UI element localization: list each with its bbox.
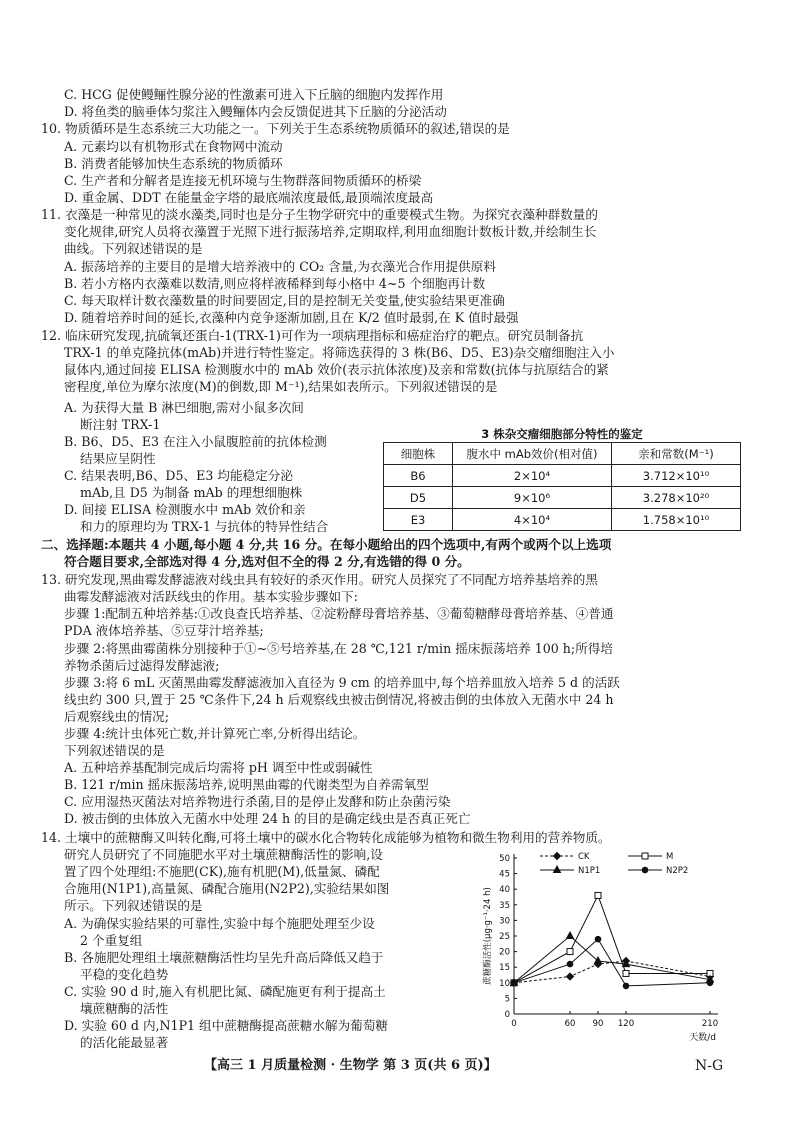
text-line: D. 将鱼类的脑垂体匀浆注入鳗鲡体内会反馈促进其下丘脑的分泌活动 xyxy=(64,104,447,119)
option: D. 实验 60 d 内,N1P1 组中蔗糖酶提高蔗糖水解为葡萄糖 xyxy=(64,1018,388,1033)
option: D. 重金属、DDT 在能量金字塔的最底端浓度最低,最顶端浓度最高 xyxy=(64,190,434,205)
option: B. 若小方格内衣藻难以数清,则应将样液稀释到每小格中 4~5 个细胞再计数 xyxy=(64,276,486,291)
table-cell: 1.758×10¹⁰ xyxy=(612,509,741,531)
question-12: 12. 临床研究发现,抗硫氧还蛋白-1(TRX-1)可作为一项病理指标和癌症治疗的靶点。研究员制备抗 xyxy=(41,328,584,343)
option: C. 实验 90 d 时,施入有机肥比氮、磷配施更有利于提高土 xyxy=(64,984,386,999)
option: C. 结果表明,B6、D5、E3 均能稳定分泌 xyxy=(64,468,293,483)
x-tick-label: 90 xyxy=(592,1019,604,1029)
legend-label: CK xyxy=(578,852,590,862)
x-tick-label: 120 xyxy=(617,1019,635,1029)
option: C. 生产者和分解者是连接无机环境与生物群落间物质循环的桥梁 xyxy=(64,173,422,188)
text-line: 下列叙述错误的是 xyxy=(64,743,165,758)
x-tick-label: 0 xyxy=(511,1019,517,1029)
legend-marker-n1p1 xyxy=(554,866,561,873)
table-cell: 4×10⁴ xyxy=(453,509,612,531)
x-tick-label: 60 xyxy=(564,1019,576,1029)
data-point-n2p2 xyxy=(595,936,601,942)
option: 结果应呈阴性 xyxy=(80,451,156,466)
question-13: 13. 研究发现,黑曲霉发酵滤液对线虫具有较好的杀灭作用。研究人员探究了不同配方培养基培养的黑 xyxy=(41,572,598,587)
option: 和力的原理均为 TRX-1 与抗体的特异性结合 xyxy=(80,519,329,534)
series-line-m xyxy=(514,895,710,982)
legend-label: N1P1 xyxy=(578,866,601,876)
option: B. 121 r/min 摇床振荡培养,说明黑曲霉的代谢类型为自养需氧型 xyxy=(64,777,429,792)
text-line: 养物杀菌后过滤得发酵滤液; xyxy=(64,658,220,673)
series-line-n1p1 xyxy=(514,936,710,983)
text-line: 步骤 3:将 6 mL 灭菌黑曲霉发酵滤液加入直径为 9 cm 的培养皿中,每个培养皿放入培养 5 d 的活跃 xyxy=(64,675,620,690)
option: D. 随着培养时间的延长,衣藻种内竞争逐渐加剧,且在 K/2 值时最弱,在 K 值时最强 xyxy=(64,310,519,325)
option: A. 为获得大量 B 淋巴细胞,需对小鼠多次间 xyxy=(64,400,304,415)
table-cell: 3.278×10²⁰ xyxy=(612,487,741,509)
question-14: 14. 土壤中的蔗糖酶又叫转化酶,可将土壤中的碳水化合物转化成能够为植物和微生物利用的营养物质。 xyxy=(41,830,611,845)
table-header-row xyxy=(384,443,741,465)
y-tick-label: 20 xyxy=(499,947,510,958)
y-tick-label: 10 xyxy=(499,978,510,989)
text-line: 置了四个处理组:不施肥(CK),施有机肥(M),低量氮、磷配 xyxy=(64,864,380,879)
section-heading: 二、选择题:本题共 4 小题,每小题 4 分,共 16 分。在每小题给出的四个选项中,有两个或两个以上选项 xyxy=(41,537,612,552)
text-line: 所示。下列叙述错误的是 xyxy=(64,898,203,913)
text-line: 变化规律,研究人员将衣藻置于光照下进行振荡培养,定期取样,利用血细胞计数板计数,并绘制生长 xyxy=(64,224,597,239)
x-tick-label: 210 xyxy=(701,1019,719,1029)
enzyme-activity-chart xyxy=(478,846,740,1042)
legend-marker-m xyxy=(642,853,648,859)
option: D. 被击倒的虫体放入无菌水中处理 24 h 的目的是确定线虫是否真正死亡 xyxy=(64,811,471,826)
table-row xyxy=(384,487,741,509)
y-tick-label: 45 xyxy=(499,869,510,880)
data-point-m xyxy=(623,970,629,976)
table-cell: E3 xyxy=(384,509,453,531)
data-point-ck xyxy=(567,973,574,980)
y-tick-label: 25 xyxy=(499,932,510,942)
option: A. 振荡培养的主要目的是增大培养液中的 CO₂ 含量,为衣藻光合作用提供原料 xyxy=(64,259,496,274)
option: C. 每天取样计数衣藻数量的时间要固定,目的是控制无关变量,使实验结果更准确 xyxy=(64,293,505,308)
option: 平稳的变化趋势 xyxy=(80,967,169,982)
y-axis-label: 蔗糖酶活性(μg·g⁻¹·24 h) xyxy=(483,887,493,985)
text-line: 曲霉发酵滤液对活跃线虫的作用。基本实验步骤如下: xyxy=(64,589,358,604)
text-line: 合施用(N1P1),高量氮、磷配合施用(N2P2),实验结果如图 xyxy=(64,881,390,896)
table-row xyxy=(384,509,741,531)
question-11: 11. 衣藻是一种常见的淡水藻类,同时也是分子生物学研究中的重要模式生物。为探究衣藻种群数量的 xyxy=(41,207,598,222)
series-line-n2p2 xyxy=(514,939,710,986)
footer-code: N-G xyxy=(695,1058,724,1074)
option: 2 个重复组 xyxy=(80,933,143,948)
text-line: 线虫约 300 只,置于 25 ℃条件下,24 h 后观察线虫被击倒情况,将被击倒的虫体放入无菌水中 24 h xyxy=(64,692,614,707)
text-line: 密程度,单位为摩尔浓度(M)的倒数,即 M⁻¹),结果如表所示。下列叙述错误的是 xyxy=(64,379,498,394)
text-line: PDA 液体培养基、⑤豆芽汁培养基; xyxy=(64,623,264,638)
table-cell: 3.712×10¹⁰ xyxy=(612,465,741,487)
table-header: 亲和常数(M⁻¹) xyxy=(612,443,741,465)
option: A. 为确保实验结果的可靠性,实验中每个施肥处理至少设 xyxy=(64,916,375,931)
option: B. B6、D5、E3 在注入小鼠腹腔前的抗体检测 xyxy=(64,434,327,449)
option: D. 间接 ELISA 检测腹水中 mAb 效价和亲 xyxy=(64,502,306,517)
y-tick-label: 35 xyxy=(499,900,510,911)
x-axis-label: 天数/d xyxy=(689,1033,716,1042)
data-point-n2p2 xyxy=(707,980,713,986)
legend-label: M xyxy=(666,852,674,862)
text-line: 后观察线虫的情况; xyxy=(64,709,169,724)
legend-marker-n2p2 xyxy=(642,867,648,873)
legend-label: N2P2 xyxy=(666,866,689,876)
y-tick-label: 5 xyxy=(504,994,510,1005)
text-line: TRX-1 的单克隆抗体(mAb)并进行特性鉴定。将筛选获得的 3 株(B6、D5、E3)杂交瘤细胞注入小 xyxy=(64,345,615,360)
table-cell: 2×10⁴ xyxy=(453,465,612,487)
text-line: 鼠体内,通过间接 ELISA 检测腹水中的 mAb 效价(表示抗体浓度)及亲和常数(抗体与抗原结合的紧 xyxy=(64,362,609,377)
data-point-n2p2 xyxy=(567,961,573,967)
text-line: 步骤 2:将黑曲霉菌株分别接种于①~⑤号培养基,在 28 ℃,121 r/min 摇床振荡培养 100 h;所得培 xyxy=(64,641,613,656)
table-caption: 3 株杂交瘤细胞部分特性的鉴定 xyxy=(481,427,643,441)
legend-marker-ck xyxy=(554,853,561,860)
table-row xyxy=(384,465,741,487)
data-table xyxy=(383,442,741,531)
option: B. 消费者能够加快生态系统的物质循环 xyxy=(64,156,283,171)
option: 断注射 TRX-1 xyxy=(80,417,161,432)
option: 壤蔗糖酶的活性 xyxy=(80,1001,169,1016)
footer-center: 【高三 1 月质量检测 · 生物学 第 3 页(共 6 页)】 xyxy=(204,1058,497,1073)
data-point-n1p1 xyxy=(567,932,574,939)
y-tick-label: 30 xyxy=(499,916,510,927)
question-10: 10. 物质循环是生态系统三大功能之一。下列关于生态系统物质循环的叙述,错误的是 xyxy=(41,121,510,136)
text-line: 步骤 4:统计虫体死亡数,并计算死亡率,分析得出结论。 xyxy=(64,726,366,741)
option: C. 应用湿热灭菌法对培养物进行杀菌,目的是停止发酵和防止杂菌污染 xyxy=(64,794,451,809)
text-line: 曲线。下列叙述错误的是 xyxy=(64,241,203,256)
data-point-m xyxy=(595,892,601,898)
table-header: 细胞株 xyxy=(384,443,453,465)
data-point-n2p2 xyxy=(511,980,517,986)
table-cell: D5 xyxy=(384,487,453,509)
table-cell: B6 xyxy=(384,465,453,487)
text-line: 步骤 1:配制五种培养基:①改良查氏培养基、②淀粉酵母膏培养基、③葡萄糖酵母膏培养基、④普通 xyxy=(64,606,614,621)
option: 的活化能最显著 xyxy=(80,1035,169,1050)
option: A. 元素均以有机物形式在食物网中流动 xyxy=(64,139,283,154)
y-tick-label: 40 xyxy=(499,885,510,896)
section-heading: 符合题目要求,全部选对得 4 分,选对但不全的得 2 分,有选错的得 0 分。 xyxy=(64,554,470,569)
table-header: 腹水中 mAb效价(相对值) xyxy=(453,443,612,465)
option: A. 五种培养基配制完成后均需将 pH 调至中性或弱碱性 xyxy=(64,760,373,775)
data-point-m xyxy=(567,949,573,955)
y-tick-label: 15 xyxy=(499,963,510,974)
table-cell: 9×10⁶ xyxy=(453,487,612,509)
option: B. 各施肥处理组土壤蔗糖酶活性均呈先升高后降低又趋于 xyxy=(64,950,384,965)
text-line: C. HCG 促使鳗鲡性腺分泌的性激素可进入下丘脑的细胞内发挥作用 xyxy=(64,87,444,102)
option: mAb,且 D5 为制备 mAb 的理想细胞株 xyxy=(80,485,303,500)
series-line-ck xyxy=(514,961,710,983)
y-tick-label: 0 xyxy=(504,1010,510,1020)
data-point-n2p2 xyxy=(623,983,629,989)
text-line: 研究人员研究了不同施肥水平对土壤蔗糖酶活性的影响,设 xyxy=(64,847,383,862)
y-tick-label: 50 xyxy=(499,854,510,864)
data-point-n1p1 xyxy=(595,957,602,964)
